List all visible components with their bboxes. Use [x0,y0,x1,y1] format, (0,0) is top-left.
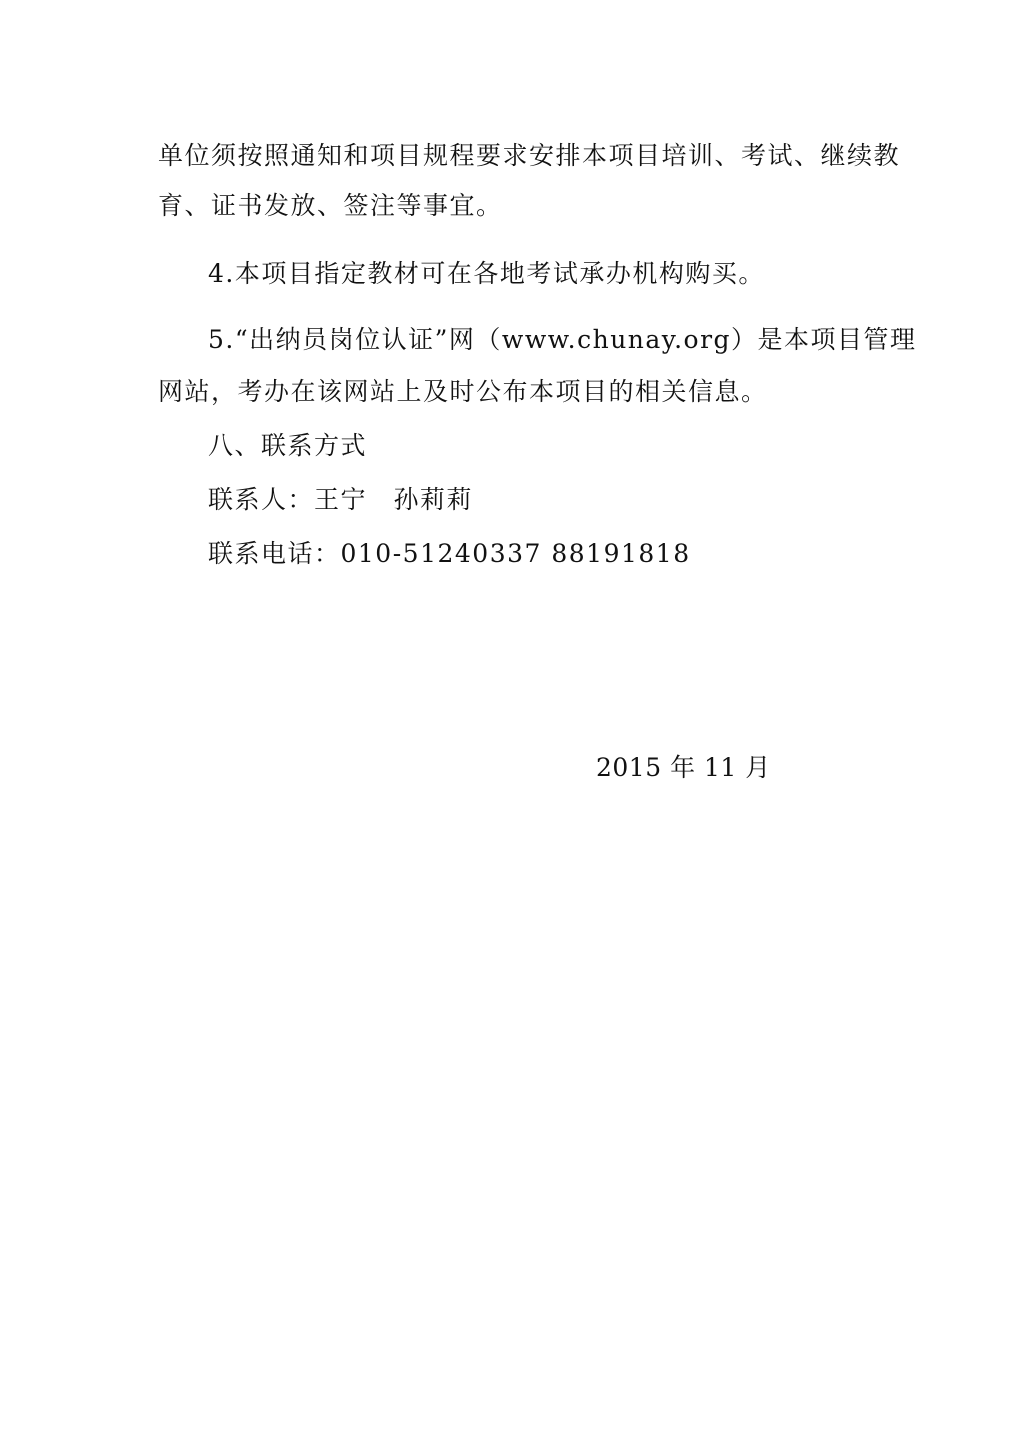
document-date: 2015 年 11 月 [596,753,771,782]
paragraph-line: 单位须按照通知和项目规程要求安排本项目培训、考试、继续教 [158,141,901,170]
paragraph-line: 育、证书发放、签注等事宜。 [158,191,503,220]
item-5-line: 网站，考办在该网站上及时公布本项目的相关信息。 [158,377,768,406]
contact-person: 联系人：王宁 孙莉莉 [208,485,474,514]
section-heading: 八、联系方式 [208,431,368,460]
item-4-text: 4.本项目指定教材可在各地考试承办机构购买。 [208,259,765,288]
item-5-line: 5.“出纳员岗位认证”网（www.chunay.org）是本项目管理 [208,325,917,354]
contact-phone: 联系电话：010-51240337 88191818 [208,539,691,568]
